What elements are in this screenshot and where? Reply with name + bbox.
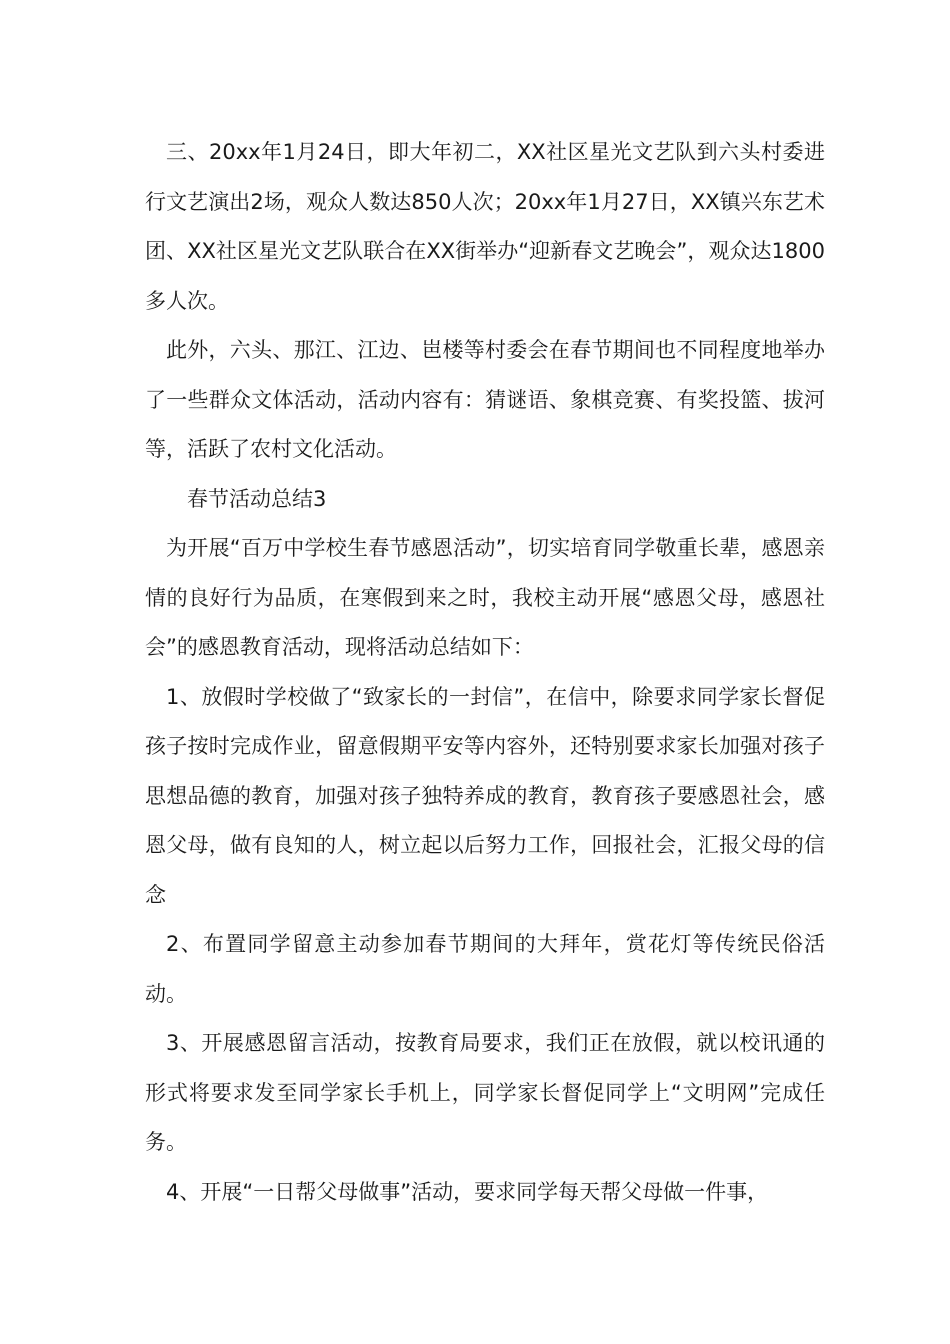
paragraph-performances: 三、20xx年1月24日，即大年初二，XX社区星光文艺队到六头村委进行文艺演出2场，观众人数达850人次；20xx年1月27日，XX镇兴东艺术团、XX社区星光文艺队联合在XX街举办“迎新春文艺晚会”，观众达1800多人次。 [145,140,825,313]
paragraph-item-1: 1、放假时学校做了“致家长的一封信”，在信中，除要求同学家长督促孩子按时完成作业，留意假期平安等内容外，还特别要求家长加强对孩子思想品德的教育，加强对孩子独特养成的教育，教育孩子要感恩社会，感恩父母，做有良知的人，树立起以后努力工作，回报社会，汇报父母的信念 [145,684,825,907]
paragraph-intro: 为开展“百万中学校生春节感恩活动”，切实培育同学敬重长辈，感恩亲情的良好行为品质，在寒假到来之时，我校主动开展“感恩父母，感恩社会”的感恩教育活动，现将活动总结如下： [145,536,825,659]
paragraph-item-3: 3、开展感恩留言活动，按教育局要求，我们正在放假，就以校讯通的形式将要求发至同学家长手机上，同学家长督促同学上“文明网”完成任务。 [145,1031,825,1154]
document-body [145,128,825,1217]
section-heading: 春节活动总结3 [187,486,327,511]
paragraph-village-activities: 此外，六头、那江、江边、岜楼等村委会在春节期间也不同程度地举办了一些群众文体活动，活动内容有：猜谜语、象棋竞赛、有奖投篮、拔河等，活跃了农村文化活动。 [145,338,825,461]
paragraph-item-4: 4、开展“一日帮父母做事”活动，要求同学每天帮父母做一件事， [166,1179,769,1204]
paragraph-item-2: 2、布置同学留意主动参加春节期间的大拜年，赏花灯等传统民俗活动。 [145,932,825,1006]
